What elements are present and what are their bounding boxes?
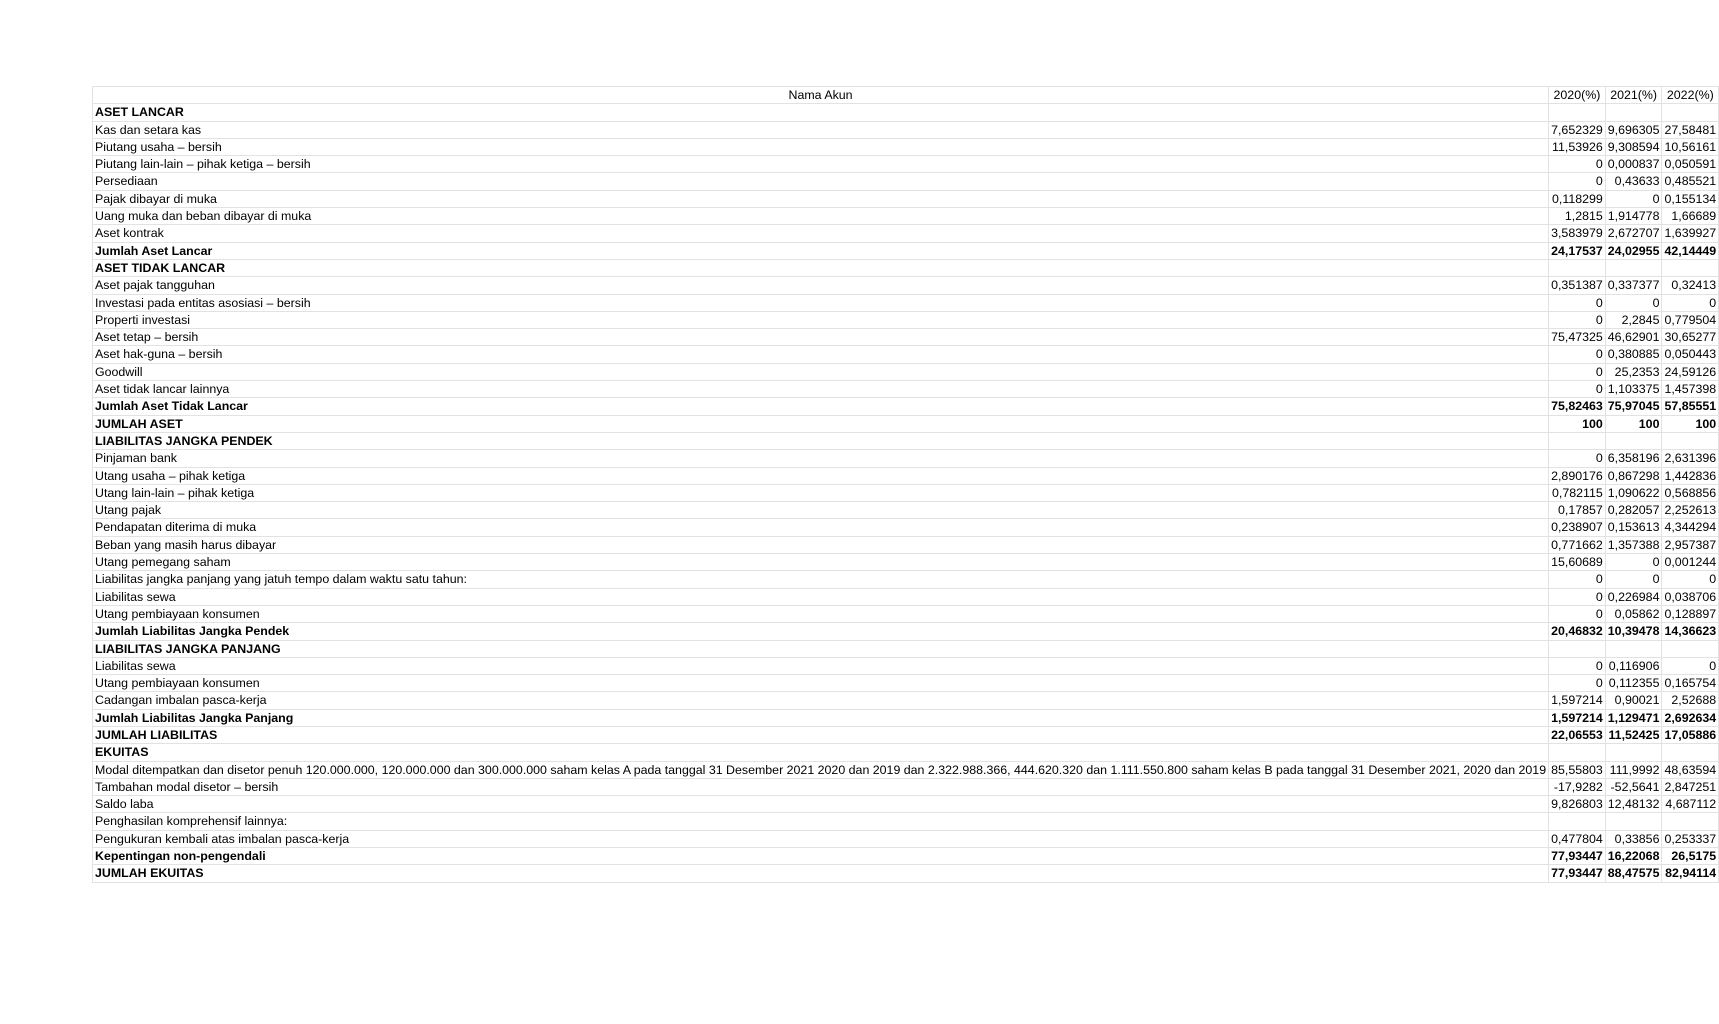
value-cell-2021: 0 (1605, 554, 1662, 571)
value-cell-2022 (1662, 104, 1719, 121)
value-cell-2020: 0 (1549, 156, 1606, 173)
value-cell-2021: 10,39478 (1605, 623, 1662, 640)
value-cell-2022: 26,5175 (1662, 848, 1719, 865)
table-row (93, 294, 1719, 311)
table-row (93, 484, 1719, 501)
value-cell-2020: 0 (1549, 311, 1606, 328)
value-cell-2021: 1,357388 (1605, 536, 1662, 553)
value-cell-2021: 0 (1605, 190, 1662, 207)
account-name-cell: Modal ditempatkan dan disetor penuh 120.000.000, 120.000.000 dan 300.000.000 saham kelas A pada tanggal 31 Desember 2021 2020 dan 2019 dan 2.322.988.366, 444.620.320 dan 1.111.550.800 saham kelas B pada tanggal 31 Desember 2021, 2020 dan 2019 (93, 761, 1549, 778)
value-cell-2021: 0,282057 (1605, 502, 1662, 519)
table-row (93, 173, 1719, 190)
table-row (93, 536, 1719, 553)
value-cell-2022: 4,687112 (1662, 796, 1719, 813)
value-cell-2022: 0 (1662, 657, 1719, 674)
value-cell-2022: 30,65277 (1662, 329, 1719, 346)
table-row (93, 138, 1719, 155)
value-cell-2021: 1,914778 (1605, 208, 1662, 225)
table-row (93, 778, 1719, 795)
value-cell-2021: 0,000837 (1605, 156, 1662, 173)
table-row (93, 329, 1719, 346)
account-name-cell: Utang lain-lain – pihak ketiga (93, 484, 1549, 501)
value-cell-2020: 20,46832 (1549, 623, 1606, 640)
table-row (93, 277, 1719, 294)
value-cell-2021: 0,867298 (1605, 467, 1662, 484)
account-name-cell: Jumlah Liabilitas Jangka Panjang (93, 709, 1549, 726)
account-name-cell: Saldo laba (93, 796, 1549, 813)
value-cell-2021: 11,52425 (1605, 726, 1662, 743)
value-cell-2022 (1662, 744, 1719, 761)
value-cell-2021: 1,129471 (1605, 709, 1662, 726)
account-name-cell: Jumlah Aset Tidak Lancar (93, 398, 1549, 415)
table-row (93, 121, 1719, 138)
value-cell-2020 (1549, 259, 1606, 276)
value-cell-2020 (1549, 744, 1606, 761)
balance-sheet-table (92, 86, 1719, 883)
table-row (93, 363, 1719, 380)
value-cell-2022 (1662, 259, 1719, 276)
account-name-cell: Pendapatan diterima di muka (93, 519, 1549, 536)
value-cell-2020 (1549, 813, 1606, 830)
value-cell-2020: 1,597214 (1549, 709, 1606, 726)
account-name-cell: LIABILITAS JANGKA PENDEK (93, 432, 1549, 449)
account-name-cell: Piutang usaha – bersih (93, 138, 1549, 155)
value-cell-2020 (1549, 640, 1606, 657)
value-cell-2020: 0,351387 (1549, 277, 1606, 294)
value-cell-2020: 85,55803 (1549, 761, 1606, 778)
value-cell-2022: 0 (1662, 294, 1719, 311)
table-row (93, 709, 1719, 726)
account-name-cell: Utang pemegang saham (93, 554, 1549, 571)
value-cell-2021: 0,90021 (1605, 692, 1662, 709)
value-cell-2021: 0,153613 (1605, 519, 1662, 536)
value-cell-2022: 2,631396 (1662, 450, 1719, 467)
value-cell-2021: 9,308594 (1605, 138, 1662, 155)
table-row (93, 640, 1719, 657)
table-row (93, 605, 1719, 622)
value-cell-2021: 2,2845 (1605, 311, 1662, 328)
table-row (93, 571, 1719, 588)
value-cell-2022: 0,485521 (1662, 173, 1719, 190)
value-cell-2021: 0,112355 (1605, 675, 1662, 692)
value-cell-2022: 0,165754 (1662, 675, 1719, 692)
value-cell-2022: 0,001244 (1662, 554, 1719, 571)
account-name-cell: Investasi pada entitas asosiasi – bersih (93, 294, 1549, 311)
account-name-cell: Liabilitas sewa (93, 588, 1549, 605)
value-cell-2022: 0,32413 (1662, 277, 1719, 294)
value-cell-2020: 3,583979 (1549, 225, 1606, 242)
value-cell-2022: 0,050443 (1662, 346, 1719, 363)
value-cell-2021: 111,9992 (1605, 761, 1662, 778)
account-name-cell: JUMLAH LIABILITAS (93, 726, 1549, 743)
value-cell-2020: 0 (1549, 571, 1606, 588)
table-row (93, 554, 1719, 571)
value-cell-2020: 9,826803 (1549, 796, 1606, 813)
account-name-cell: Piutang lain-lain – pihak ketiga – bersih (93, 156, 1549, 173)
value-cell-2020: 7,652329 (1549, 121, 1606, 138)
year-2021-header: 2021(%) (1605, 87, 1662, 104)
account-name-cell: Pengukuran kembali atas imbalan pasca-kerja (93, 830, 1549, 847)
table-row (93, 259, 1719, 276)
table-row (93, 156, 1719, 173)
account-name-cell: LIABILITAS JANGKA PANJANG (93, 640, 1549, 657)
value-cell-2020: 0 (1549, 605, 1606, 622)
value-cell-2021: 0,43633 (1605, 173, 1662, 190)
value-cell-2021: 46,62901 (1605, 329, 1662, 346)
table-row (93, 813, 1719, 830)
value-cell-2020: 0,17857 (1549, 502, 1606, 519)
value-cell-2020: 24,17537 (1549, 242, 1606, 259)
value-cell-2020: 0,118299 (1549, 190, 1606, 207)
value-cell-2020 (1549, 432, 1606, 449)
table-row (93, 225, 1719, 242)
value-cell-2022: 2,692634 (1662, 709, 1719, 726)
account-name-cell: Liabilitas jangka panjang yang jatuh tempo dalam waktu satu tahun: (93, 571, 1549, 588)
value-cell-2021: 0,226984 (1605, 588, 1662, 605)
value-cell-2021: 0 (1605, 294, 1662, 311)
value-cell-2020: -17,9282 (1549, 778, 1606, 795)
value-cell-2020: 77,93447 (1549, 865, 1606, 882)
value-cell-2021: -52,5641 (1605, 778, 1662, 795)
table-row (93, 346, 1719, 363)
value-cell-2020: 0 (1549, 173, 1606, 190)
table-row (93, 450, 1719, 467)
value-cell-2020: 100 (1549, 415, 1606, 432)
value-cell-2022: 0,568856 (1662, 484, 1719, 501)
account-name-cell: Uang muka dan beban dibayar di muka (93, 208, 1549, 225)
table-body (93, 104, 1719, 882)
value-cell-2022: 2,847251 (1662, 778, 1719, 795)
table-row (93, 692, 1719, 709)
table-row (93, 744, 1719, 761)
value-cell-2020: 0,477804 (1549, 830, 1606, 847)
value-cell-2021: 6,358196 (1605, 450, 1662, 467)
value-cell-2021: 88,47575 (1605, 865, 1662, 882)
value-cell-2020: 0 (1549, 588, 1606, 605)
account-name-cell: Jumlah Aset Lancar (93, 242, 1549, 259)
table-row (93, 467, 1719, 484)
account-name-cell: Penghasilan komprehensif lainnya: (93, 813, 1549, 830)
value-cell-2022: 0 (1662, 571, 1719, 588)
value-cell-2021: 25,2353 (1605, 363, 1662, 380)
value-cell-2022 (1662, 432, 1719, 449)
table-row (93, 830, 1719, 847)
value-cell-2020: 0 (1549, 450, 1606, 467)
table-row (93, 796, 1719, 813)
account-name-cell: ASET TIDAK LANCAR (93, 259, 1549, 276)
year-2020-header: 2020(%) (1549, 87, 1606, 104)
value-cell-2022 (1662, 813, 1719, 830)
table-row (93, 657, 1719, 674)
value-cell-2022: 2,252613 (1662, 502, 1719, 519)
value-cell-2022: 1,442836 (1662, 467, 1719, 484)
table-row (93, 761, 1719, 778)
account-name-cell: Utang usaha – pihak ketiga (93, 467, 1549, 484)
table-row (93, 381, 1719, 398)
table-row (93, 432, 1719, 449)
table-row (93, 502, 1719, 519)
account-name-cell: JUMLAH ASET (93, 415, 1549, 432)
value-cell-2022: 14,36623 (1662, 623, 1719, 640)
value-cell-2021 (1605, 104, 1662, 121)
value-cell-2020: 0 (1549, 363, 1606, 380)
account-name-cell: Persediaan (93, 173, 1549, 190)
table-row (93, 311, 1719, 328)
value-cell-2020: 0 (1549, 346, 1606, 363)
account-name-cell: Aset tidak lancar lainnya (93, 381, 1549, 398)
table-row (93, 242, 1719, 259)
value-cell-2022: 0,155134 (1662, 190, 1719, 207)
value-cell-2022 (1662, 640, 1719, 657)
value-cell-2021: 9,696305 (1605, 121, 1662, 138)
account-name-cell: Pinjaman bank (93, 450, 1549, 467)
value-cell-2022: 100 (1662, 415, 1719, 432)
value-cell-2021: 12,48132 (1605, 796, 1662, 813)
value-cell-2022: 0,253337 (1662, 830, 1719, 847)
value-cell-2022: 0,779504 (1662, 311, 1719, 328)
value-cell-2021: 0,116906 (1605, 657, 1662, 674)
table-row (93, 190, 1719, 207)
table-row (93, 623, 1719, 640)
table-row (93, 519, 1719, 536)
account-name-cell: Goodwill (93, 363, 1549, 380)
value-cell-2021: 0,337377 (1605, 277, 1662, 294)
account-name-cell: Cadangan imbalan pasca-kerja (93, 692, 1549, 709)
value-cell-2020: 1,597214 (1549, 692, 1606, 709)
value-cell-2020: 75,47325 (1549, 329, 1606, 346)
table-row (93, 865, 1719, 882)
value-cell-2020: 0 (1549, 657, 1606, 674)
value-cell-2020: 2,890176 (1549, 467, 1606, 484)
value-cell-2020: 0,238907 (1549, 519, 1606, 536)
account-name-cell: Beban yang masih harus dibayar (93, 536, 1549, 553)
value-cell-2021: 0 (1605, 571, 1662, 588)
value-cell-2020: 11,53926 (1549, 138, 1606, 155)
value-cell-2020: 0 (1549, 675, 1606, 692)
year-2022-header: 2022(%) (1662, 87, 1719, 104)
account-name-cell: Liabilitas sewa (93, 657, 1549, 674)
account-name-cell: JUMLAH EKUITAS (93, 865, 1549, 882)
value-cell-2022: 1,66689 (1662, 208, 1719, 225)
table-row (93, 675, 1719, 692)
account-name-cell: Pajak dibayar di muka (93, 190, 1549, 207)
value-cell-2021 (1605, 813, 1662, 830)
value-cell-2022: 82,94114 (1662, 865, 1719, 882)
value-cell-2021: 0,33856 (1605, 830, 1662, 847)
value-cell-2021: 2,672707 (1605, 225, 1662, 242)
value-cell-2020: 0 (1549, 294, 1606, 311)
value-cell-2021: 0,05862 (1605, 605, 1662, 622)
account-name-cell: Jumlah Liabilitas Jangka Pendek (93, 623, 1549, 640)
value-cell-2021: 0,380885 (1605, 346, 1662, 363)
value-cell-2022: 10,56161 (1662, 138, 1719, 155)
value-cell-2020: 22,06553 (1549, 726, 1606, 743)
account-name-cell: EKUITAS (93, 744, 1549, 761)
table-row (93, 415, 1719, 432)
account-name-cell: ASET LANCAR (93, 104, 1549, 121)
value-cell-2021: 1,090622 (1605, 484, 1662, 501)
account-name-cell: Aset pajak tangguhan (93, 277, 1549, 294)
value-cell-2022: 27,58481 (1662, 121, 1719, 138)
account-name-cell: Tambahan modal disetor – bersih (93, 778, 1549, 795)
value-cell-2022: 4,344294 (1662, 519, 1719, 536)
account-name-cell: Aset hak-guna – bersih (93, 346, 1549, 363)
account-name-header: Nama Akun (93, 87, 1549, 104)
value-cell-2021: 75,97045 (1605, 398, 1662, 415)
value-cell-2022: 57,85551 (1662, 398, 1719, 415)
value-cell-2021 (1605, 259, 1662, 276)
value-cell-2022: 0,050591 (1662, 156, 1719, 173)
value-cell-2021 (1605, 744, 1662, 761)
account-name-cell: Utang pembiayaan konsumen (93, 605, 1549, 622)
value-cell-2022: 2,957387 (1662, 536, 1719, 553)
value-cell-2021: 24,02955 (1605, 242, 1662, 259)
account-name-cell: Utang pembiayaan konsumen (93, 675, 1549, 692)
value-cell-2020: 15,60689 (1549, 554, 1606, 571)
value-cell-2022: 17,05886 (1662, 726, 1719, 743)
value-cell-2022: 1,457398 (1662, 381, 1719, 398)
value-cell-2021: 100 (1605, 415, 1662, 432)
value-cell-2022: 0,128897 (1662, 605, 1719, 622)
table-row (93, 398, 1719, 415)
value-cell-2020: 0,782115 (1549, 484, 1606, 501)
value-cell-2020 (1549, 104, 1606, 121)
value-cell-2022: 2,52688 (1662, 692, 1719, 709)
account-name-cell: Kepentingan non-pengendali (93, 848, 1549, 865)
value-cell-2021 (1605, 640, 1662, 657)
value-cell-2022: 0,038706 (1662, 588, 1719, 605)
value-cell-2022: 42,14449 (1662, 242, 1719, 259)
value-cell-2020: 75,82463 (1549, 398, 1606, 415)
value-cell-2021: 1,103375 (1605, 381, 1662, 398)
value-cell-2022: 1,639927 (1662, 225, 1719, 242)
table-row (93, 588, 1719, 605)
value-cell-2021 (1605, 432, 1662, 449)
account-name-cell: Kas dan setara kas (93, 121, 1549, 138)
value-cell-2020: 1,2815 (1549, 208, 1606, 225)
account-name-cell: Aset tetap – bersih (93, 329, 1549, 346)
value-cell-2022: 48,63594 (1662, 761, 1719, 778)
table-row (93, 208, 1719, 225)
value-cell-2020: 0 (1549, 381, 1606, 398)
header-row (93, 87, 1719, 104)
account-name-cell: Aset kontrak (93, 225, 1549, 242)
account-name-cell: Properti investasi (93, 311, 1549, 328)
table-row (93, 848, 1719, 865)
value-cell-2020: 77,93447 (1549, 848, 1606, 865)
value-cell-2021: 16,22068 (1605, 848, 1662, 865)
value-cell-2022: 24,59126 (1662, 363, 1719, 380)
account-name-cell: Utang pajak (93, 502, 1549, 519)
table-row (93, 104, 1719, 121)
value-cell-2020: 0,771662 (1549, 536, 1606, 553)
table-row (93, 726, 1719, 743)
